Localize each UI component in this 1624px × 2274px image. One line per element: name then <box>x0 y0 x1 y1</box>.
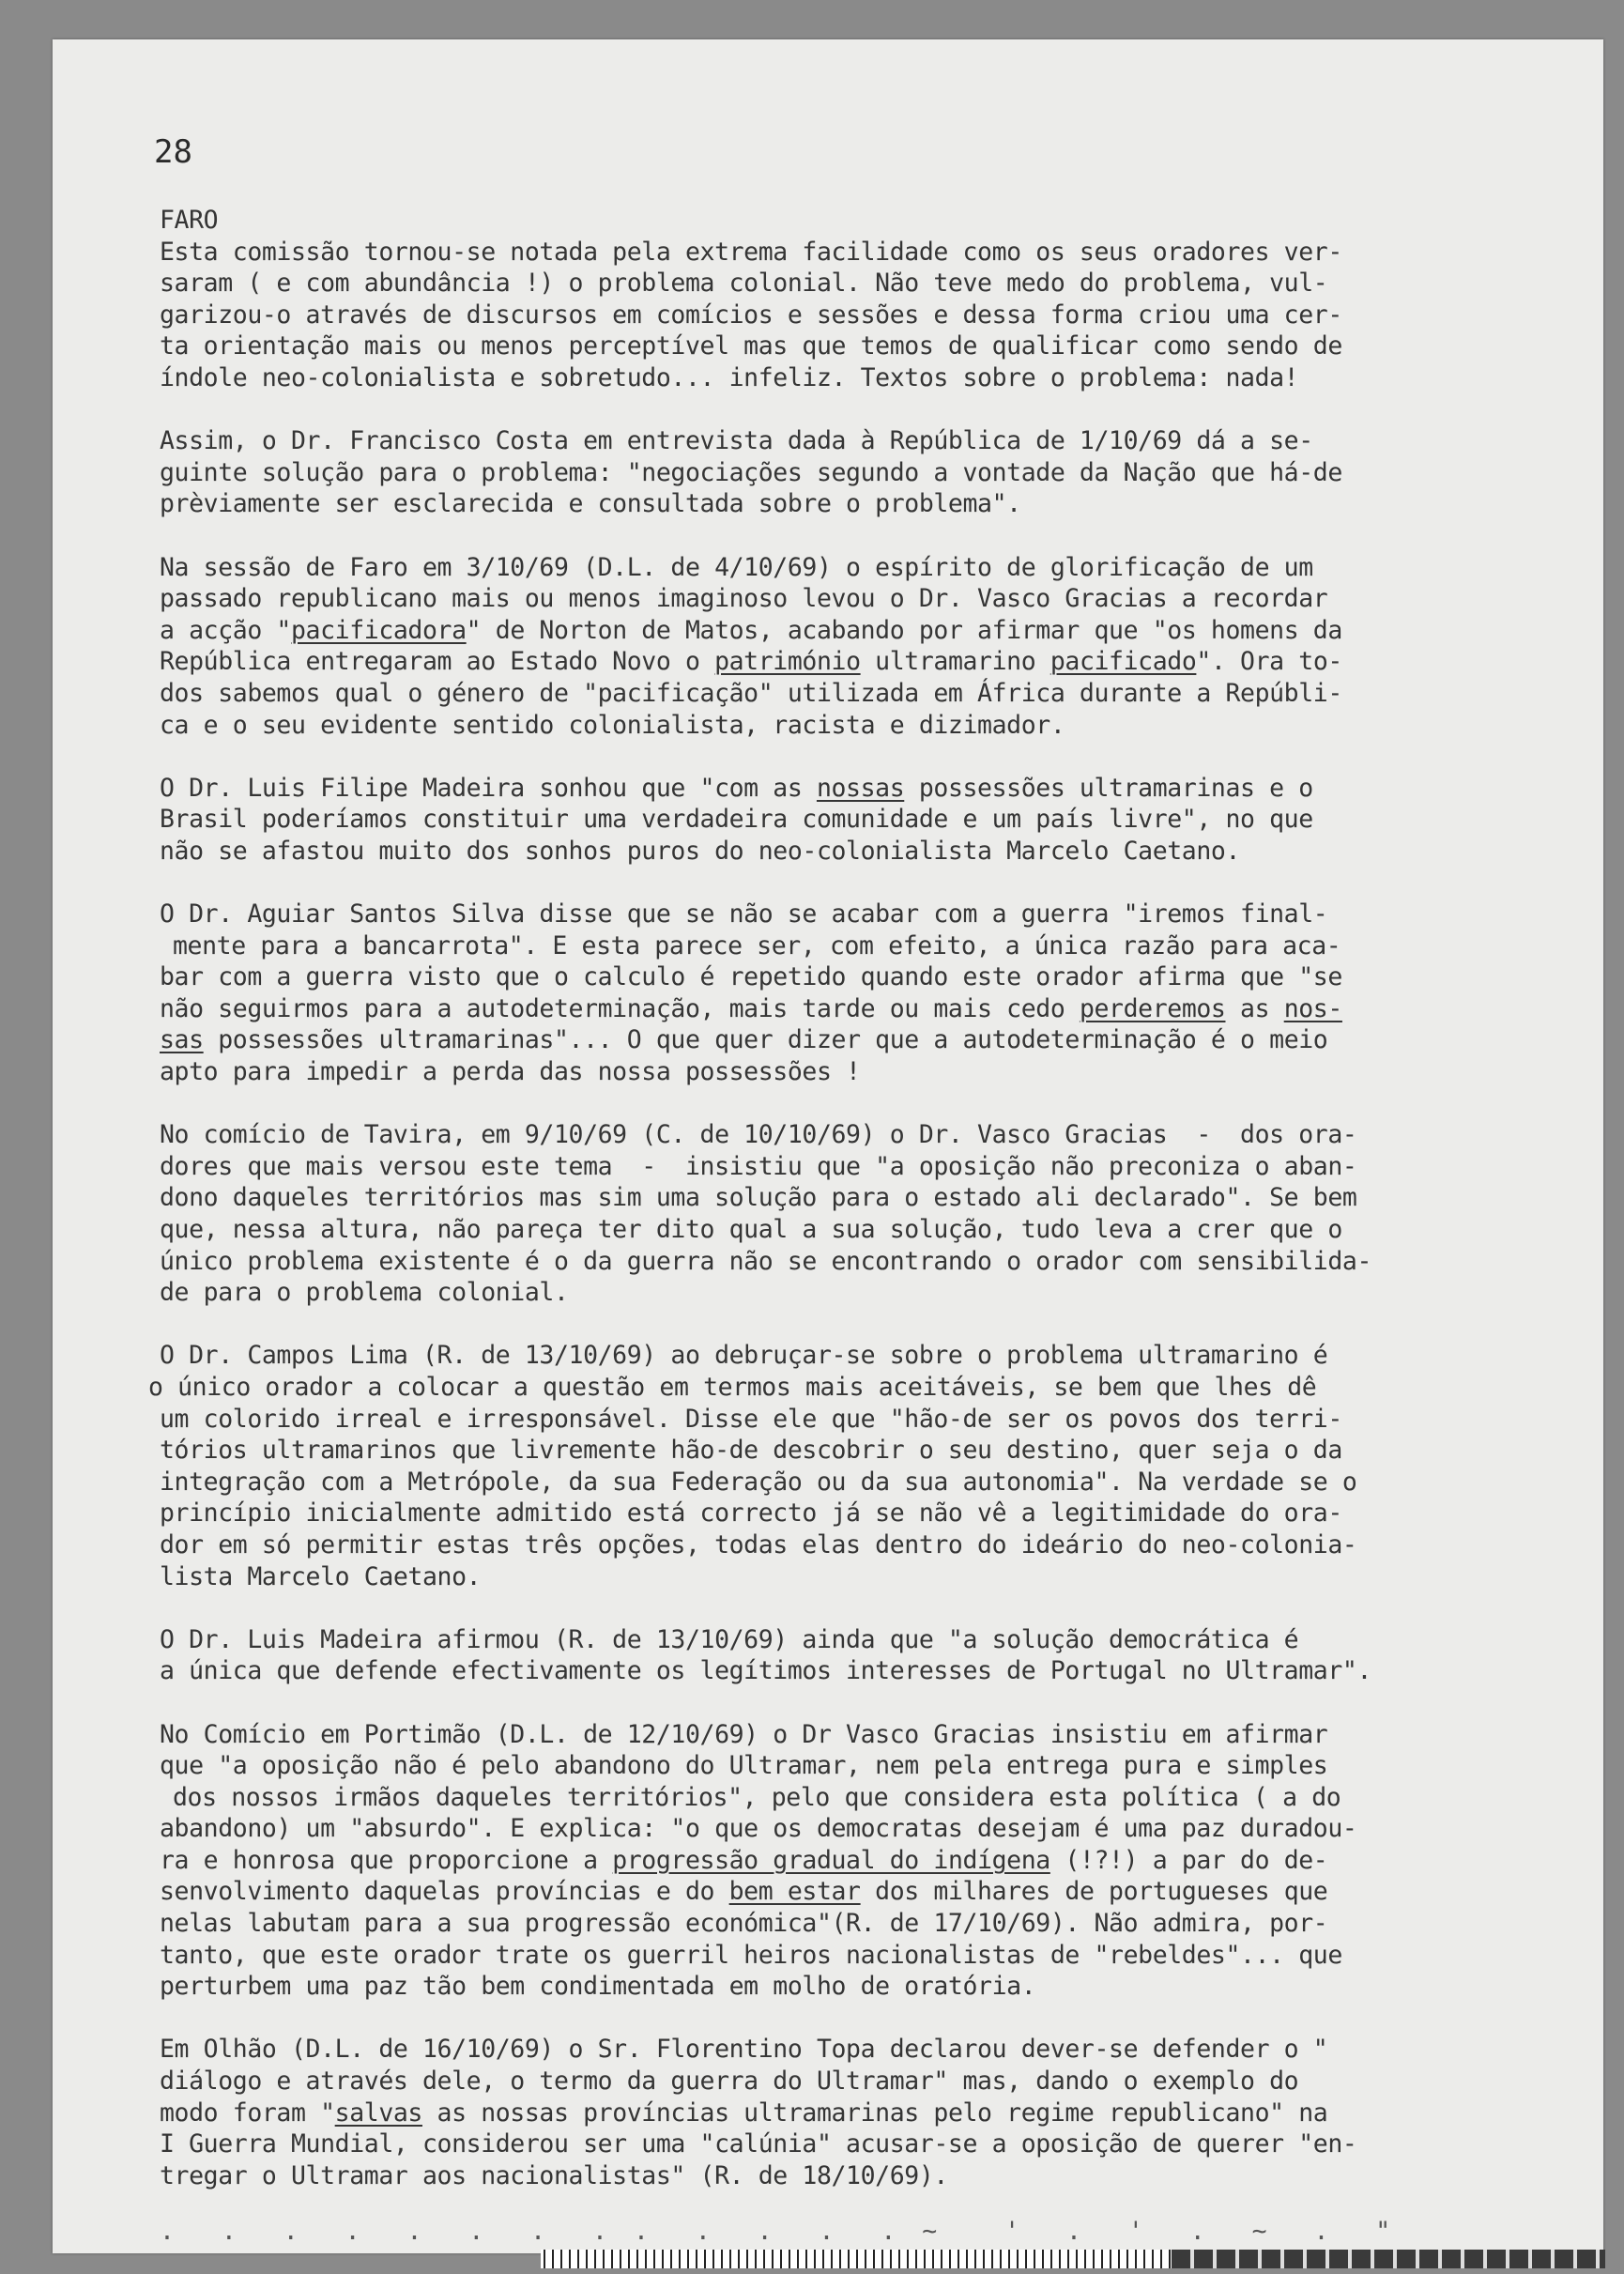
text-line <box>148 1372 1549 1404</box>
text-segment: dor em só permitir estas três opções, todas elas dentro do ideário do neo-colonia- <box>160 1529 1357 1560</box>
text-segment: dos milhares de portugueses que <box>860 1877 1328 1907</box>
paragraph <box>148 1340 1549 1592</box>
document-body <box>148 205 1549 2246</box>
text-line <box>160 1561 1549 1593</box>
paragraph <box>160 2034 1549 2191</box>
text-line <box>160 2097 1549 2129</box>
text-line <box>160 804 1549 836</box>
paragraph <box>160 1719 1549 2003</box>
paragraph <box>160 237 1549 394</box>
text-segment: I Guerra Mundial, considerou ser uma "calúnia" acusar-se a oposição de querer "en- <box>160 2129 1357 2159</box>
underlined-text: nos- <box>1283 993 1342 1023</box>
text-line <box>160 1750 1549 1782</box>
text-segment: possessões ultramarinas e o <box>904 773 1313 803</box>
text-segment: dos sabemos qual o género de "pacificação" utilizada em África durante a Repúbli- <box>160 678 1342 708</box>
text-segment: dono daqueles territórios mas sim uma solução para o estado ali declarado". Se bem <box>160 1183 1357 1213</box>
text-segment: apto para impedir a perda das nossa possessões ! <box>160 1057 861 1087</box>
text-segment: garizou-o através de discursos em comícios e sessões e dessa forma criou uma cer- <box>160 300 1342 330</box>
text-line <box>160 836 1549 868</box>
text-segment: que "a oposição não é pelo abandono do Ultramar, nem pela entrega pura e simples <box>160 1751 1328 1781</box>
text-segment: Esta comissão tornou-se notada pela extrema facilidade como os seus oradores ver- <box>160 237 1342 267</box>
text-line <box>160 615 1549 647</box>
text-line <box>160 930 1549 962</box>
text-line <box>160 2128 1549 2160</box>
text-line <box>160 1940 1549 1972</box>
paragraph <box>160 1624 1549 1687</box>
text-segment: único problema existente é o da guerra não se encontrando o orador com sensibilida- <box>160 1246 1372 1276</box>
paragraph-list <box>148 237 1549 2192</box>
text-segment: tórios ultramarinos que livremente hão-de descobrir o seu destino, quer seja o da <box>160 1436 1342 1466</box>
text-segment: O Dr. Luis Madeira afirmou (R. de 13/10/69) ainda que "a solução democrática é <box>160 1624 1299 1654</box>
underlined-text: progressão gradual do indígena <box>612 1845 1050 1875</box>
text-line <box>160 1056 1549 1088</box>
text-segment: tanto, que este orador trate os guerril heiros nacionalistas de "rebeldes"... que <box>160 1940 1342 1970</box>
underlined-text: salvas <box>334 2097 422 2128</box>
text-line <box>160 1624 1549 1656</box>
text-line <box>160 646 1549 678</box>
page-number: 28 <box>154 133 192 171</box>
text-line <box>160 425 1549 457</box>
text-segment: bar com a guerra visto que o calculo é repetido quando este orador afirma que "se <box>160 962 1342 992</box>
text-line <box>160 2034 1549 2066</box>
text-line <box>160 1971 1549 2003</box>
text-line <box>160 1876 1549 1908</box>
text-line <box>160 1782 1549 1814</box>
text-segment: No comício de Tavira, em 9/10/69 (C. de 10/10/69) o Dr. Vasco Gracias - dos ora- <box>160 1120 1357 1150</box>
text-segment: não se afastou muito dos sonhos puros do neo-colonialista Marcelo Caetano. <box>160 836 1241 866</box>
text-segment: Brasil poderíamos constituir uma verdadeira comunidade e um país livre", no que <box>160 805 1313 835</box>
underlined-text: pacificado <box>1049 647 1197 677</box>
text-line <box>160 1467 1549 1498</box>
text-segment: diálogo e através dele, o termo da guerra do Ultramar" mas, dando o exemplo do <box>160 2067 1299 2097</box>
text-segment: guinte solução para o problema: "negociações segundo a vontade da Nação que há-de <box>160 457 1342 487</box>
text-line <box>160 268 1549 300</box>
text-line <box>160 362 1549 394</box>
text-segment: República entregaram ao Estado Novo o <box>160 647 715 677</box>
text-segment: nelas labutam para a sua progressão económica"(R. de 17/10/69). Não admira, por- <box>160 1909 1328 1939</box>
text-segment: princípio inicialmente admitido está correcto já se não vê a legitimidade do ora- <box>160 1498 1342 1529</box>
text-line <box>160 583 1549 615</box>
text-line <box>160 1182 1549 1214</box>
text-segment: senvolvimento daquelas províncias e do <box>160 1877 729 1907</box>
text-line <box>160 899 1549 930</box>
text-line <box>160 1908 1549 1940</box>
text-line <box>160 1845 1549 1877</box>
text-segment: a única que defende efectivamente os legítimos interesses de Portugal no Ultramar". <box>160 1656 1372 1686</box>
underlined-text: sas <box>160 1025 204 1055</box>
text-segment: abandono) um "absurdo". E explica: "o que os democratas desejam é uma paz duradou- <box>160 1814 1357 1844</box>
text-segment: No Comício em Portimão (D.L. de 12/10/69) o Dr Vasco Gracias insistiu em afirmar <box>160 1719 1328 1749</box>
text-segment: " de Norton de Matos, acabando por afirmar que "os homens da <box>466 615 1342 645</box>
text-segment: Assim, o Dr. Francisco Costa em entrevista dada à República de 1/10/69 dá a se- <box>160 426 1313 456</box>
text-segment: O Dr. Aguiar Santos Silva disse que se não se acabar com a guerra "iremos final- <box>160 899 1328 930</box>
text-segment: um colorido irreal e irresponsável. Disse ele que "hão-de ser os povos dos terri- <box>160 1404 1342 1434</box>
text-segment: dores que mais versou este tema - insistiu que "a oposição não preconiza o aban- <box>160 1151 1357 1181</box>
text-segment: Em Olhão (D.L. de 16/10/69) o Sr. Florentino Topa declarou dever-se defender o " <box>160 2035 1328 2065</box>
text-line <box>160 1529 1549 1561</box>
text-line <box>160 1813 1549 1845</box>
text-segment: as <box>1225 993 1284 1023</box>
section-heading: FARO <box>160 206 219 235</box>
text-line <box>160 1655 1549 1687</box>
underlined-text: pacificadora <box>291 615 467 645</box>
text-segment: as nossas províncias ultramarinas pelo regime republicano" na <box>421 2097 1328 2128</box>
underlined-text: bem estar <box>728 1877 861 1907</box>
text-line <box>160 1404 1549 1436</box>
text-segment: passado republicano mais ou menos imaginoso levou o Dr. Vasco Gracias a recordar <box>160 584 1328 614</box>
text-segment: tregar o Ultramar aos nacionalistas" (R. de 18/10/69). <box>160 2160 948 2190</box>
text-line <box>160 330 1549 362</box>
text-segment: possessões ultramarinas"... O que quer dizer que a autodeterminação é o meio <box>203 1025 1328 1055</box>
text-line <box>160 1435 1549 1467</box>
text-line <box>160 237 1549 269</box>
text-segment: dos nossos irmãos daqueles territórios", pelo que considera esta política ( a do <box>173 1782 1341 1812</box>
text-segment: índole neo-colonialista e sobretudo... infeliz. Textos sobre o problema: nada! <box>160 362 1299 392</box>
text-line <box>160 678 1549 710</box>
text-segment: ta orientação mais ou menos perceptível mas que temos de qualificar como sendo de <box>160 331 1342 361</box>
underlined-text: nossas <box>816 773 905 803</box>
text-segment: ra e honrosa que proporcione a <box>160 1845 613 1875</box>
paragraph <box>160 773 1549 868</box>
text-segment: Na sessão de Faro em 3/10/69 (D.L. de 4/10/69) o espírito de glorificação de um <box>160 552 1313 582</box>
document-page <box>53 39 1603 2253</box>
paragraph <box>160 1119 1549 1309</box>
text-line <box>160 1498 1549 1529</box>
text-line <box>160 1277 1549 1309</box>
text-line <box>160 993 1549 1025</box>
text-segment: O Dr. Campos Lima (R. de 13/10/69) ao debruçar-se sobre o problema ultramarino é <box>160 1341 1328 1371</box>
scan-ruler-dark <box>1172 2250 1605 2268</box>
text-segment: lista Marcelo Caetano. <box>160 1561 482 1591</box>
text-segment: não seguirmos para a autodeterminação, mais tarde ou mais cedo <box>160 993 1080 1023</box>
text-line <box>160 457 1549 489</box>
text-segment: (!?!) a par do de- <box>1049 1845 1328 1875</box>
text-segment: perturbem uma paz tão bem condimentada em molho de oratória. <box>160 1972 1036 2002</box>
text-line <box>160 1151 1549 1183</box>
text-line <box>160 1719 1549 1751</box>
text-segment: ". Ora to- <box>1196 647 1342 677</box>
text-line <box>160 2066 1549 2097</box>
text-segment: modo foram " <box>160 2097 335 2128</box>
paragraph <box>160 899 1549 1088</box>
text-line <box>160 1214 1549 1246</box>
underlined-text: património <box>714 647 861 677</box>
text-segment: ultramarino <box>860 647 1050 677</box>
paragraph <box>160 552 1549 742</box>
text-line <box>160 961 1549 993</box>
text-line <box>160 488 1549 520</box>
text-segment: de para o problema colonial. <box>160 1278 569 1308</box>
text-segment: integração com a Metrópole, da sua Federação ou da sua autonomia". Na verdade se o <box>160 1467 1357 1497</box>
text-segment: mente para a bancarrota". E esta parece ser, com efeito, a única razão para aca- <box>173 930 1341 960</box>
text-line <box>160 1340 1549 1372</box>
text-segment: prèviamente ser esclarecida e consultada sobre o problema". <box>160 489 1021 519</box>
cutoff-line: . . . . . . . . . . . . . ~ ' . ' . ~ . " <box>160 2217 1397 2246</box>
text-line <box>160 1024 1549 1056</box>
paragraph <box>160 425 1549 520</box>
text-line <box>160 1246 1549 1278</box>
text-segment: saram ( e com abundância !) o problema colonial. Não teve medo do problema, vul- <box>160 269 1328 299</box>
text-segment: que, nessa altura, não pareça ter dito qual a sua solução, tudo leva a crer que o <box>160 1215 1342 1244</box>
text-segment: o único orador a colocar a questão em termos mais aceitáveis, se bem que lhes dê <box>148 1372 1317 1402</box>
text-segment: O Dr. Luis Filipe Madeira sonhou que "com as <box>160 773 817 803</box>
text-line <box>160 552 1549 584</box>
text-line <box>160 773 1549 805</box>
text-line <box>160 1119 1549 1151</box>
text-line <box>160 300 1549 331</box>
text-segment: a acção " <box>160 615 291 645</box>
text-line <box>160 2160 1549 2192</box>
underlined-text: perderemos <box>1079 993 1226 1023</box>
text-line <box>160 710 1549 742</box>
text-segment: ca e o seu evidente sentido colonialista, racista e dizimador. <box>160 710 1065 740</box>
